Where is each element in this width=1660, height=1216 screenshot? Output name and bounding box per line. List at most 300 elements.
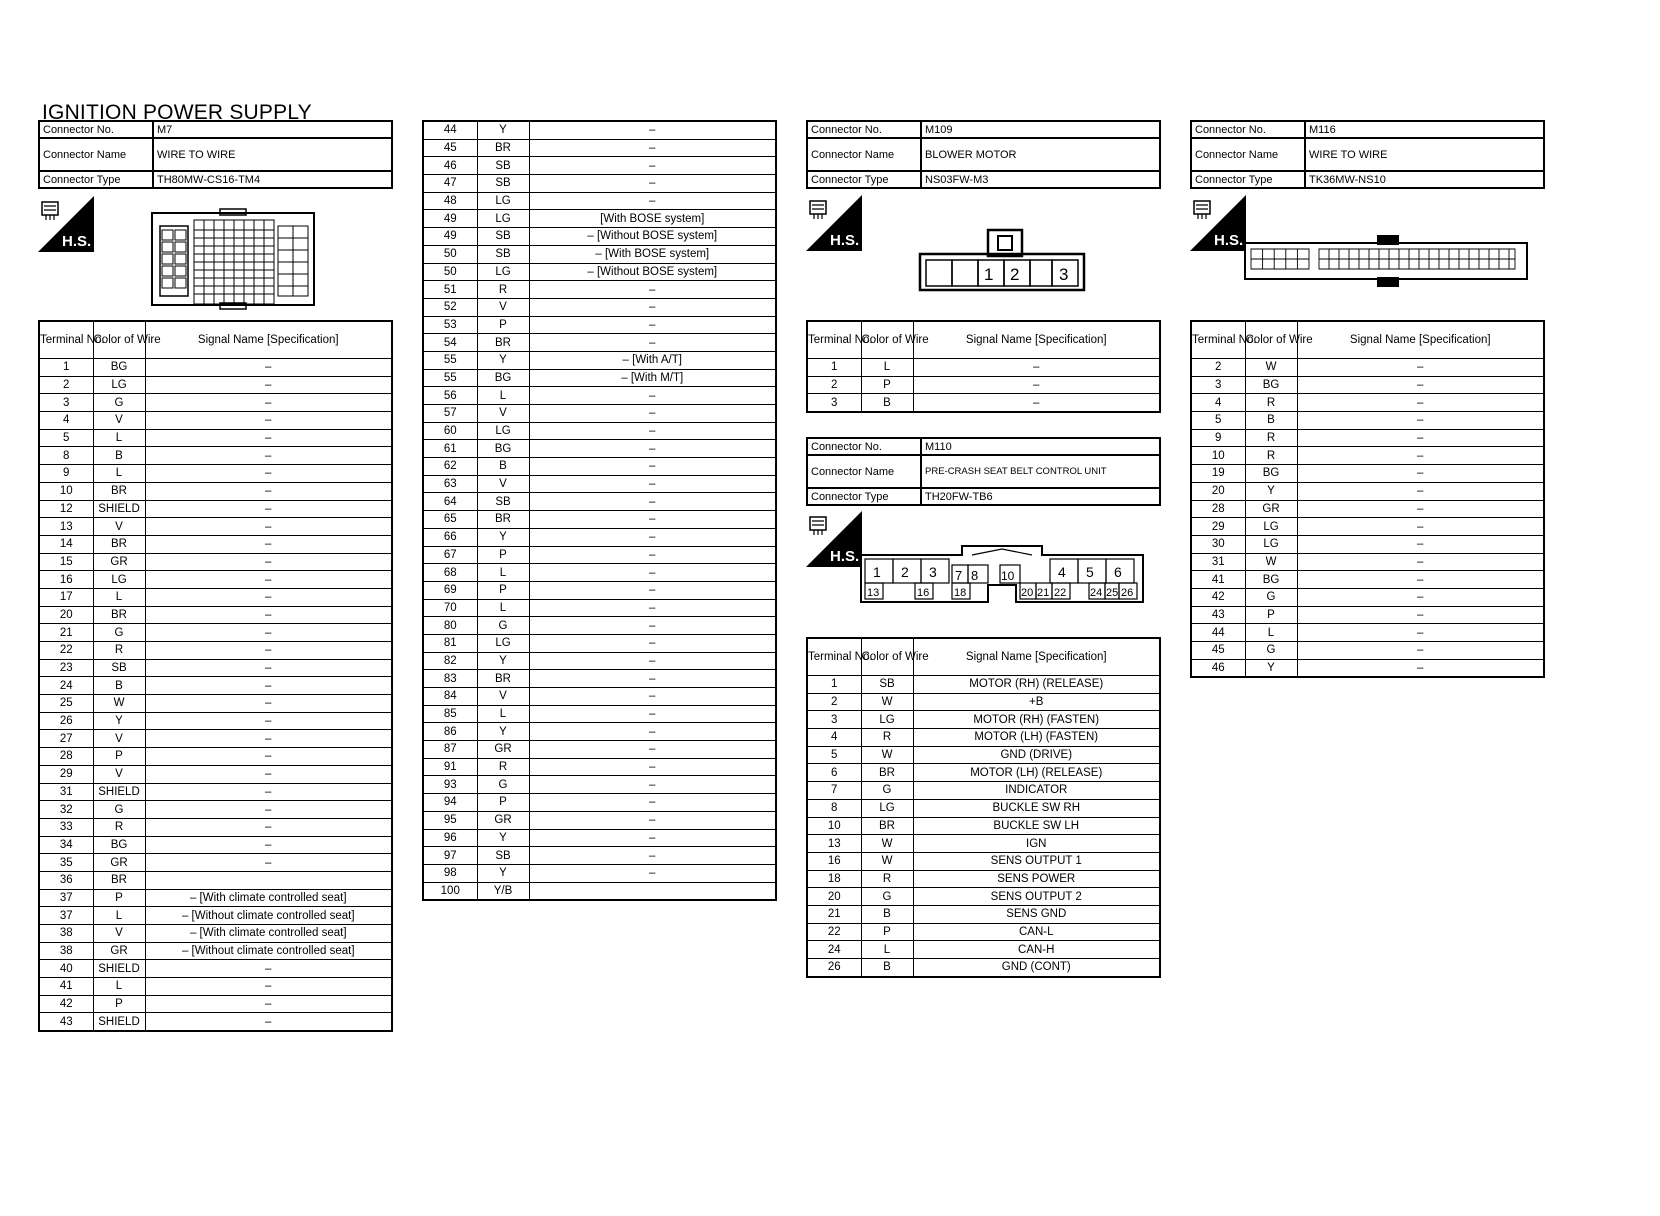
wire-color-cell: LG [477,634,529,652]
header-terminal-no: Terminal No. [1191,321,1245,359]
wire-color-cell: BR [93,606,145,624]
terminal-no-cell: 8 [807,799,861,817]
wire-color-cell: P [93,748,145,766]
terminal-no-cell: 98 [423,864,477,882]
signal-name-cell: – [1297,500,1544,518]
wire-color-cell: R [93,818,145,836]
table-row [807,905,1160,923]
terminal-no-cell: 21 [807,905,861,923]
terminal-no-cell: 20 [39,606,93,624]
table-row [807,870,1160,888]
wire-color-cell: Y [477,864,529,882]
terminal-no-cell: 46 [1191,659,1245,677]
terminal-no-cell: 3 [39,394,93,412]
wire-color-cell: P [477,546,529,564]
wire-color-cell: P [477,316,529,334]
m7-connector-type: TH80MW-CS16-TM4 [153,171,392,188]
wire-color-cell: Y [477,829,529,847]
table-row [807,852,1160,870]
terminal-no-cell: 30 [1191,535,1245,553]
terminal-no-cell: 5 [1191,412,1245,430]
table-row [423,882,776,900]
terminal-no-cell: 5 [807,746,861,764]
m110-terminal-table [806,637,1161,978]
label-connector-name: Connector Name [807,138,921,171]
terminal-no-cell: 82 [423,652,477,670]
terminal-no-cell: 55 [423,369,477,387]
signal-name-cell: – [145,588,392,606]
table-row [423,688,776,706]
signal-name-cell: – [529,298,776,316]
m110-pin-25: 25 [1106,587,1119,599]
terminal-no-cell: 46 [423,157,477,175]
table-row [39,925,392,943]
wire-color-cell: B [1245,412,1297,430]
table-row [39,465,392,483]
signal-name-cell: – [529,281,776,299]
m116-connector-type: TK36MW-NS10 [1305,171,1544,188]
terminal-no-cell: 44 [1191,624,1245,642]
signal-name-cell: – [529,794,776,812]
table-row [423,723,776,741]
terminal-no-cell: 31 [1191,553,1245,571]
terminal-no-cell: 40 [39,960,93,978]
wire-color-cell: G [93,801,145,819]
terminal-no-cell: 2 [39,376,93,394]
wire-color-cell: BR [93,482,145,500]
table-row [39,907,392,925]
signal-name-cell: – [529,758,776,776]
signal-name-cell: GND (CONT) [913,959,1160,977]
wire-color-cell: BG [1245,376,1297,394]
signal-name-cell: – [1297,553,1544,571]
m110-pin-16: 16 [917,587,930,599]
wire-color-cell: BR [861,764,913,782]
wire-color-cell: V [93,765,145,783]
signal-name-cell: – [With M/T] [529,369,776,387]
table-row [1191,482,1544,500]
wire-color-cell: BG [1245,571,1297,589]
terminal-no-cell: 55 [423,351,477,369]
terminal-no-cell: 44 [423,121,477,139]
table-row [39,376,392,394]
table-row [1191,376,1544,394]
wire-color-cell: BG [93,359,145,377]
wire-color-cell: L [477,599,529,617]
terminal-no-cell: 95 [423,811,477,829]
signal-name-cell: – [145,836,392,854]
wire-color-cell: LG [93,376,145,394]
terminal-no-cell: 27 [39,730,93,748]
wire-color-cell: R [861,870,913,888]
terminal-no-cell: 45 [1191,642,1245,660]
signal-name-cell: – [1297,518,1544,536]
signal-name-cell: – [145,978,392,996]
terminal-no-cell: 26 [39,712,93,730]
wire-color-cell: LG [861,711,913,729]
m110-pin-4: 4 [1058,564,1066,580]
signal-name-cell: CAN-H [913,941,1160,959]
terminal-no-cell: 85 [423,705,477,723]
header-terminal-no: Terminal No. [807,321,861,359]
table-row [423,298,776,316]
signal-name-cell: – [145,695,392,713]
page-title: IGNITION POWER SUPPLY [42,101,312,124]
wire-color-cell: LG [477,210,529,228]
signal-name-cell: – [529,157,776,175]
terminal-no-cell: 54 [423,334,477,352]
table-row [423,175,776,193]
signal-name-cell: SENS OUTPUT 1 [913,852,1160,870]
table-row [39,712,392,730]
wire-color-cell: Y [477,121,529,139]
terminal-no-cell: 29 [39,765,93,783]
signal-name-cell: – [913,394,1160,412]
header-color-of-wire: Color of Wire [861,638,913,676]
terminal-no-cell: 81 [423,634,477,652]
wire-color-cell: L [93,465,145,483]
label-connector-type: Connector Type [39,171,153,188]
table-row [39,659,392,677]
terminal-no-cell: 33 [39,818,93,836]
signal-name-cell: – [Without BOSE system] [529,263,776,281]
m109-info-table [806,120,1161,189]
signal-name-cell: – [145,394,392,412]
terminal-no-cell: 96 [423,829,477,847]
wire-color-cell: SHIELD [93,960,145,978]
table-row [39,978,392,996]
signal-name-cell: – [529,634,776,652]
signal-name-cell: MOTOR (RH) (RELEASE) [913,676,1160,694]
wire-color-cell: R [93,642,145,660]
terminal-no-cell: 94 [423,794,477,812]
terminal-no-cell: 25 [39,695,93,713]
table-row [423,316,776,334]
table-row [807,835,1160,853]
table-row [39,995,392,1013]
table-row [1191,447,1544,465]
signal-name-cell: – [529,511,776,529]
terminal-no-cell: 10 [807,817,861,835]
signal-name-cell: BUCKLE SW LH [913,817,1160,835]
table-row [39,500,392,518]
signal-name-cell: – [529,741,776,759]
table-row [39,818,392,836]
m7-info-table [38,120,393,189]
signal-name-cell: GND (DRIVE) [913,746,1160,764]
m7-section [38,120,393,189]
terminal-no-cell: 32 [39,801,93,819]
wire-color-cell: L [861,941,913,959]
hs-label: H.S. [1214,232,1244,249]
m110-pin-18: 18 [954,587,967,599]
wire-color-cell: G [477,776,529,794]
signal-name-cell: – [145,730,392,748]
m110-connector-no: M110 [921,438,1160,455]
signal-name-cell: – [145,677,392,695]
table-row [423,440,776,458]
label-connector-name: Connector Name [39,138,153,171]
m110-pin-6: 6 [1114,564,1122,580]
terminal-no-cell: 57 [423,405,477,423]
wire-color-cell: Y [93,712,145,730]
terminal-no-cell: 93 [423,776,477,794]
terminal-no-cell: 21 [39,624,93,642]
signal-name-cell: – [529,316,776,334]
signal-name-cell: – [529,192,776,210]
signal-name-cell: – [145,571,392,589]
wire-color-cell: P [477,581,529,599]
header-signal-name: Signal Name [Specification] [1297,321,1544,359]
wire-color-cell: V [477,688,529,706]
table-row [423,263,776,281]
wire-color-cell: BR [93,871,145,889]
wire-color-cell: L [1245,624,1297,642]
m116-connector-name: WIRE TO WIRE [1305,138,1544,171]
wire-color-cell: B [861,394,913,412]
table-row [39,588,392,606]
table-row [423,847,776,865]
table-row [39,836,392,854]
table-row [423,139,776,157]
signal-name-cell: – [529,776,776,794]
wire-color-cell: GR [477,741,529,759]
table-row [39,535,392,553]
table-row [423,546,776,564]
terminal-no-cell: 97 [423,847,477,865]
signal-name-cell: – [529,829,776,847]
hs-label: H.S. [62,233,92,250]
label-connector-no: Connector No. [807,438,921,455]
m110-pin-21: 21 [1037,587,1050,599]
m7-terminal-table-continued [422,120,777,901]
m110-pin-5: 5 [1086,564,1094,580]
terminal-no-cell: 68 [423,564,477,582]
wire-color-cell: V [93,518,145,536]
signal-name-cell: – [Without BOSE system] [529,228,776,246]
wire-color-cell: LG [861,799,913,817]
wire-color-cell: W [861,693,913,711]
wire-color-cell: BG [1245,465,1297,483]
terminal-no-cell: 64 [423,493,477,511]
wire-color-cell: BR [477,670,529,688]
wire-color-cell: GR [93,553,145,571]
terminal-no-cell: 3 [1191,376,1245,394]
wire-color-cell: R [1245,394,1297,412]
terminal-no-cell: 20 [1191,482,1245,500]
m110-connector-type: TH20FW-TB6 [921,488,1160,505]
m110-pin-10: 10 [1001,569,1015,583]
wire-color-cell: B [477,458,529,476]
terminal-no-cell: 42 [1191,588,1245,606]
m7-connector-diagram [150,208,318,310]
table-row [423,405,776,423]
table-row [807,676,1160,694]
wire-color-cell: P [861,376,913,394]
wire-color-cell: L [93,588,145,606]
terminal-no-cell: 2 [807,376,861,394]
table-row [807,888,1160,906]
table-row [423,511,776,529]
m109-section [806,120,1161,189]
table-row [807,817,1160,835]
signal-name-cell: – [145,359,392,377]
terminal-no-cell: 4 [1191,394,1245,412]
table-row [39,447,392,465]
terminal-no-cell: 41 [39,978,93,996]
table-row [39,889,392,907]
m109-connector-diagram [918,228,1088,294]
wire-color-cell: P [93,995,145,1013]
terminal-no-cell: 37 [39,889,93,907]
signal-name-cell: – [145,500,392,518]
table-row [1191,465,1544,483]
table-row [39,677,392,695]
wire-color-cell: SHIELD [93,1013,145,1031]
harness-side-icon [1190,195,1246,251]
m110-connector-name: PRE-CRASH SEAT BELT CONTROL UNIT [921,455,1160,488]
label-connector-name: Connector Name [807,455,921,488]
table-row [423,157,776,175]
wire-color-cell: Y [1245,659,1297,677]
wire-color-cell: P [477,794,529,812]
terminal-no-cell: 43 [39,1013,93,1031]
m110-pin-1: 1 [873,564,881,580]
wire-color-cell: W [1245,359,1297,377]
wire-color-cell: GR [93,854,145,872]
table-row [423,422,776,440]
terminal-no-cell: 1 [807,359,861,377]
signal-name-cell: – [529,458,776,476]
header-color-of-wire: Color of Wire [1245,321,1297,359]
wire-color-cell: LG [1245,518,1297,536]
m110-pin-3: 3 [929,564,937,580]
signal-name-cell [529,882,776,900]
terminal-no-cell: 51 [423,281,477,299]
wire-color-cell: BR [477,511,529,529]
table-row [39,960,392,978]
table-row [807,799,1160,817]
signal-name-cell: – [529,387,776,405]
terminal-no-cell: 31 [39,783,93,801]
terminal-no-cell: 9 [1191,429,1245,447]
table-row [1191,571,1544,589]
signal-name-cell: – [1297,482,1544,500]
header-signal-name: Signal Name [Specification] [913,638,1160,676]
wire-color-cell: B [93,447,145,465]
terminal-no-cell: 49 [423,228,477,246]
wire-color-cell: L [477,564,529,582]
signal-name-cell: – [1297,447,1544,465]
table-row [1191,500,1544,518]
wire-color-cell: BR [93,535,145,553]
signal-name-cell: – [145,606,392,624]
terminal-no-cell: 4 [39,412,93,430]
signal-name-cell: CAN-L [913,923,1160,941]
signal-name-cell: – [145,995,392,1013]
table-row [807,394,1160,412]
wire-color-cell: V [477,405,529,423]
header-terminal-no: Terminal No. [807,638,861,676]
wire-color-cell: L [477,387,529,405]
table-row [807,746,1160,764]
wire-color-cell: P [1245,606,1297,624]
terminal-no-cell: 61 [423,440,477,458]
label-connector-type: Connector Type [807,171,921,188]
header-signal-name: Signal Name [Specification] [145,321,392,359]
signal-name-cell: – [529,546,776,564]
signal-name-cell: – [145,801,392,819]
table-row [423,864,776,882]
table-row [1191,394,1544,412]
signal-name-cell: – [529,139,776,157]
header-color-of-wire: Color of Wire [93,321,145,359]
header-terminal-no: Terminal No. [39,321,93,359]
signal-name-cell: – [529,705,776,723]
wire-color-cell: L [93,907,145,925]
table-row [423,210,776,228]
wire-color-cell: Y [477,351,529,369]
terminal-no-cell: 13 [39,518,93,536]
terminal-no-cell: 60 [423,422,477,440]
table-row [39,606,392,624]
terminal-no-cell: 42 [39,995,93,1013]
m110-section [806,437,1161,506]
m116-section [1190,120,1545,189]
terminal-no-cell: 6 [807,764,861,782]
signal-name-cell: – [145,553,392,571]
terminal-no-cell: 15 [39,553,93,571]
table-row [1191,535,1544,553]
signal-name-cell: – [529,564,776,582]
wire-color-cell: LG [477,422,529,440]
table-row [1191,518,1544,536]
signal-name-cell: – [145,624,392,642]
wire-color-cell: SHIELD [93,500,145,518]
m110-pin-7: 7 [955,568,963,583]
label-connector-no: Connector No. [39,121,153,138]
wire-color-cell: G [861,888,913,906]
signal-name-cell: – [1297,659,1544,677]
terminal-no-cell: 36 [39,871,93,889]
wire-color-cell: W [861,835,913,853]
signal-name-cell: – [145,465,392,483]
hs-label: H.S. [830,232,860,249]
wire-color-cell: Y [1245,482,1297,500]
table-row [423,829,776,847]
label-connector-no: Connector No. [1191,121,1305,138]
table-row [807,376,1160,394]
wire-color-cell: BG [477,369,529,387]
wire-color-cell: V [93,925,145,943]
terminal-no-cell: 48 [423,192,477,210]
terminal-no-cell: 1 [39,359,93,377]
table-row [423,758,776,776]
table-row [423,351,776,369]
terminal-no-cell: 34 [39,836,93,854]
wire-color-cell: G [477,617,529,635]
table-row [39,695,392,713]
signal-name-cell: – [145,818,392,836]
terminal-no-cell: 18 [807,870,861,888]
m116-terminal-table [1190,320,1545,678]
wire-color-cell: G [1245,642,1297,660]
table-row [39,730,392,748]
terminal-no-cell: 63 [423,475,477,493]
terminal-no-cell: 62 [423,458,477,476]
terminal-no-cell: 9 [39,465,93,483]
hs-label: H.S. [830,548,860,565]
